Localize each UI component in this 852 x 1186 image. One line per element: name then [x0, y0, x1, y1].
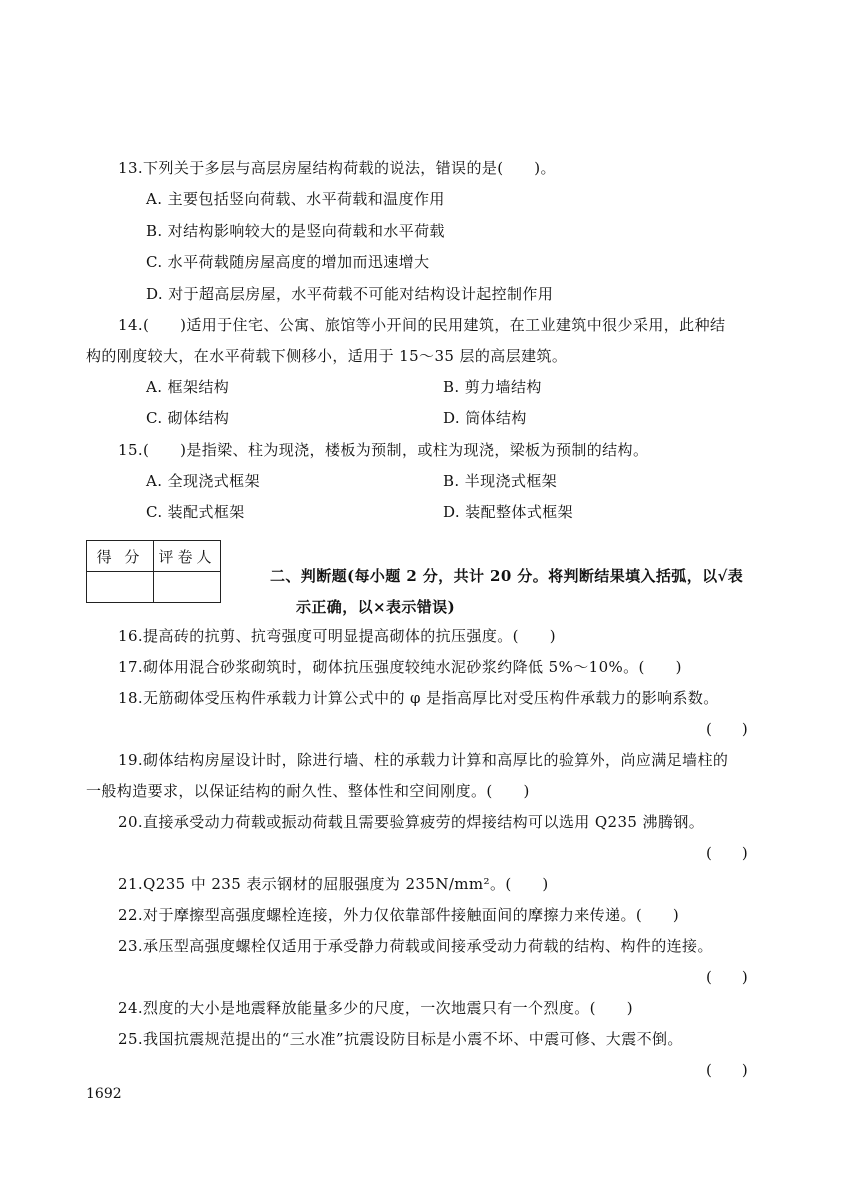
q14-option-a: A. 框架结构 [146, 378, 230, 396]
q23: 23.承压型高强度螺栓仅适用于承受静力荷载或间接承受动力荷载的结构、构件的连接。 [118, 937, 713, 955]
score-header: 得 分 [87, 541, 154, 572]
q24: 24.烈度的大小是地震释放能量多少的尺度，一次地震只有一个烈度。( ) [118, 999, 633, 1017]
q13-option-d: D. 对于超高层房屋，水平荷载不可能对结构设计起控制作用 [146, 285, 554, 303]
q13-option-a: A. 主要包括竖向荷载、水平荷载和温度作用 [146, 190, 445, 208]
q15-option-b: B. 半现浇式框架 [443, 472, 558, 490]
q15-option-d: D. 装配整体式框架 [443, 503, 574, 521]
q25: 25.我国抗震规范提出的“三水准”抗震设防目标是小震不坏、中震可修、大震不倒。 [118, 1030, 683, 1048]
q14-option-b: B. 剪力墙结构 [443, 378, 542, 396]
q13-option-c: C. 水平荷载随房屋高度的增加而迅速增大 [146, 253, 430, 271]
q18-answer-paren: ( ) [706, 720, 748, 738]
q20-answer-paren: ( ) [706, 844, 748, 862]
q22: 22.对于摩擦型高强度螺栓连接，外力仅依靠部件接触面间的摩擦力来传递。( ) [118, 906, 680, 924]
grader-header: 评卷人 [154, 541, 221, 572]
q15-option-a: A. 全现浇式框架 [146, 472, 260, 490]
q20: 20.直接承受动力荷载或振动荷载且需要验算疲劳的焊接结构可以选用 Q235 沸腾钢。 [118, 813, 705, 831]
q21: 21.Q235 中 235 表示钢材的屈服强度为 235N/mm²。( ) [118, 875, 549, 893]
section2-heading-line1: 二、判断题(每小题 2 分，共计 20 分。将判断结果填入括弧，以√表 [270, 567, 744, 585]
score-cell [87, 572, 154, 603]
q14-stem-line1: 14.( )适用于住宅、公寓、旅馆等小开间的民用建筑，在工业建筑中很少采用，此种结 [118, 316, 726, 334]
q25-answer-paren: ( ) [706, 1061, 748, 1079]
page-number: 1692 [86, 1086, 122, 1102]
q14-option-d: D. 筒体结构 [443, 409, 527, 427]
q19-line1: 19.砌体结构房屋设计时，除进行墙、柱的承载力计算和高厚比的验算外，尚应满足墙柱的 [118, 751, 729, 769]
section2-heading-line2: 示正确，以×表示错误) [296, 598, 456, 616]
score-table [86, 540, 221, 603]
q17: 17.砌体用混合砂浆砌筑时，砌体抗压强度较纯水泥砂浆约降低 5%～10%。( ) [118, 658, 682, 676]
grader-cell [154, 572, 221, 603]
q13-stem: 13.下列关于多层与高层房屋结构荷载的说法，错误的是( )。 [118, 159, 556, 177]
q14-option-c: C. 砌体结构 [146, 409, 230, 427]
q16: 16.提高砖的抗剪、抗弯强度可明显提高砌体的抗压强度。( ) [118, 627, 556, 645]
q15-option-c: C. 装配式框架 [146, 503, 245, 521]
q19-line2: 一般构造要求，以保证结构的耐久性、整体性和空间刚度。( ) [86, 782, 530, 800]
q14-stem-line2: 构的刚度较大，在水平荷载下侧移小，适用于 15～35 层的高层建筑。 [86, 347, 568, 365]
q18: 18.无筋砌体受压构件承载力计算公式中的 φ 是指高厚比对受压构件承载力的影响系数。 [118, 689, 719, 707]
q13-option-b: B. 对结构影响较大的是竖向荷载和水平荷载 [146, 222, 445, 240]
q23-answer-paren: ( ) [706, 968, 748, 986]
q15-stem: 15.( )是指梁、柱为现浇，楼板为预制，或柱为现浇，梁板为预制的结构。 [118, 441, 649, 459]
